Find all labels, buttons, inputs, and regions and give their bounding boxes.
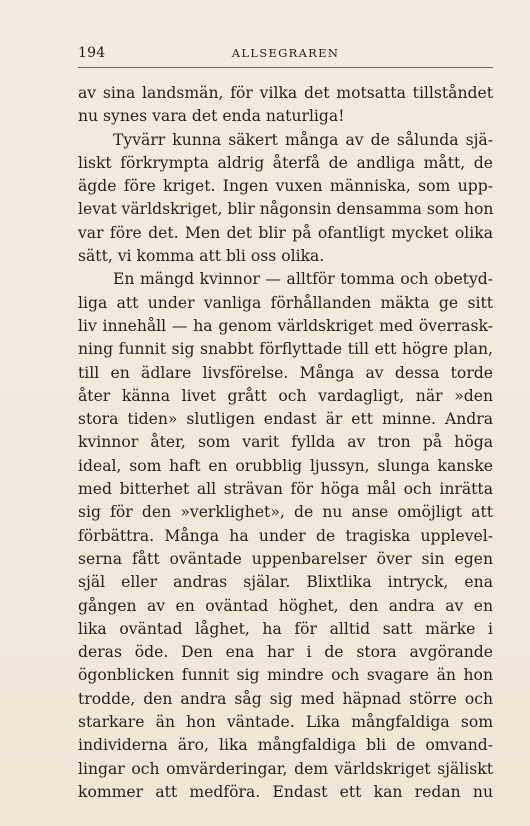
text-line: av sina landsmän, för vilka det motsatta tillståndet <box>78 84 493 102</box>
text-line: kommer att medföra. Endast ett kan redan nu <box>78 782 493 801</box>
text-line: ning funnit sig snabbt förflyttade till ett högre plan, <box>78 340 493 359</box>
text-line: lingar och omvärderingar, dem världskriget själiskt <box>78 759 493 778</box>
text-line: kvinnor åter, som varit fyllda av tron på höga <box>78 433 493 452</box>
text-line: åter känna livet grått och vardagligt, när »den <box>78 386 493 405</box>
text-line: individerna äro, lika mångfaldiga bli de omvand- <box>78 736 493 755</box>
text-line: serna fått oväntade uppenbarelser över sin egen <box>78 549 493 568</box>
text-line: var före det. Men det blir på ofantligt mycket olika <box>78 223 493 242</box>
text-line: liga att under vanliga förhållanden mäkta ge sitt <box>78 293 493 312</box>
text-line: sig för den »verklighet», de nu anse omöjligt att <box>78 503 493 522</box>
text-line: levat världskriget, blir någonsin densamma som hon <box>78 200 494 219</box>
text-line: stora tiden» slutligen endast är ett minne. Andra <box>78 410 493 429</box>
page-header <box>78 45 493 63</box>
text-line: liv innehåll — ha genom världskriget med överrask- <box>78 316 493 335</box>
text-line: Tyvärr kunna säkert många av de sålunda sjä- <box>113 130 493 149</box>
text-line: starkare än hon väntade. Lika mångfaldiga som <box>78 713 493 732</box>
text-line: lika oväntad låghet, ha för alltid satt märke i <box>78 619 493 638</box>
body-text <box>78 82 493 804</box>
text-line: förbättra. Många ha under de tragiska upplevel- <box>78 526 493 545</box>
text-line: till en ädlare livsförelse. Många av dessa torde <box>78 363 493 382</box>
text-line: deras öde. Den ena har i de stora avgörande <box>78 643 493 662</box>
text-line: gången av en oväntad höghet, den andra av en <box>78 596 493 615</box>
text-line: sätt, vi komma att bli oss olika. <box>78 247 325 266</box>
text-line: själ eller andras själar. Blixtlika intryck, ena <box>78 573 493 592</box>
text-line: En mängd kvinnor — alltför tomma och obetyd- <box>113 270 493 289</box>
text-line: nu synes vara det enda naturliga! <box>78 107 345 126</box>
text-line: ögonblicken funnit sig mindre och svagare än hon <box>78 666 493 685</box>
text-line: trodde, den andra såg sig med häpnad större och <box>78 689 493 708</box>
page-number: 194 <box>78 45 106 61</box>
text-line: med bitterhet all strävan för höga mål och inrätta <box>78 480 493 499</box>
header-rule <box>78 67 493 68</box>
running-head: ALLSEGRAREN <box>231 46 340 60</box>
text-line: liskt förkrympta aldrig återfå de andliga mått, de <box>78 153 493 172</box>
text-line: ideal, som haft en orubblig ljussyn, slunga kanske <box>78 456 493 475</box>
text-line: ägde före kriget. Ingen vuxen människa, som upp- <box>78 177 493 196</box>
